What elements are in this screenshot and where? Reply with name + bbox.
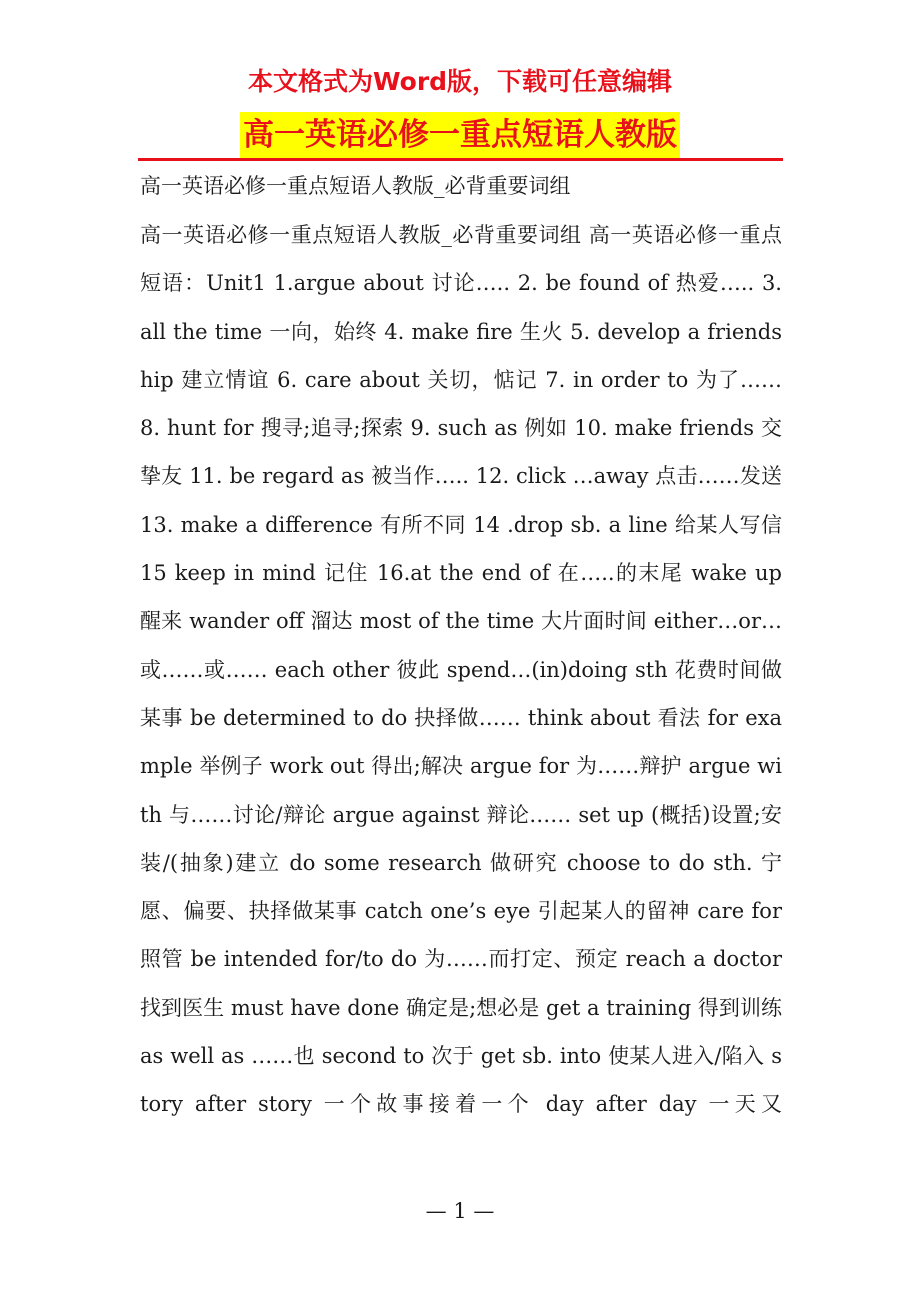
title-block <box>0 112 920 158</box>
title-divider <box>138 158 783 161</box>
page-number: — 1 — <box>425 1199 495 1223</box>
download-notice: 本文格式为Word版，下载可任意编辑 <box>247 67 673 96</box>
document-subtitle: 高一英语必修一重点短语人教版_必背重要词组 <box>140 174 571 198</box>
body-paragraph: 高一英语必修一重点短语人教版_必背重要词组 高一英语必修一重点短语：Unit1 1.argue about 讨论….. 2. be found of 热爱….. 3. all the time 一向，始终 4. make fire 生火 5. develop a friendship 建立情谊 6. care about 关切，惦记 7. in order to 为了…… 8. hunt for 搜寻;追寻;探索 9. such as 例如 10. make friends 交挚友 11. be regard as 被当作….. 12. click …away 点击……发送 13. make a difference 有所不同 14 .drop sb. a line 给某人写信 15 keep in mind 记住 16.at the end of 在…..的末尾 wake up 醒来 wander off 溜达 most of the time 大片面时间 either…or… 或……或…… each other 彼此 spend…(in)doing sth 花费时间做某事 be determined to do 抉择做…… think about 看法 for example 举例子 work out 得出;解决 argue for 为……辩护 argue with 与……讨论/辩论 argue against 辩论…… set up (概括)设置;安装/(抽象)建立 do some research 做研究 choose to do sth. 宁愿、偏要、抉择做某事 catch one’s eye 引起某人的留神 care for 照管 be intended for/to do 为……而打定、预定 reach a doctor 找到医生 must have done 确定是;想必是 get a training 得到训练 as well as ……也 second to 次于 get sb. into 使某人进入/陷入 story after story 一个故事接着一个 day after day 一天又 <box>140 223 782 1117</box>
document-title: 高一英语必修一重点短语人教版 <box>240 112 680 158</box>
